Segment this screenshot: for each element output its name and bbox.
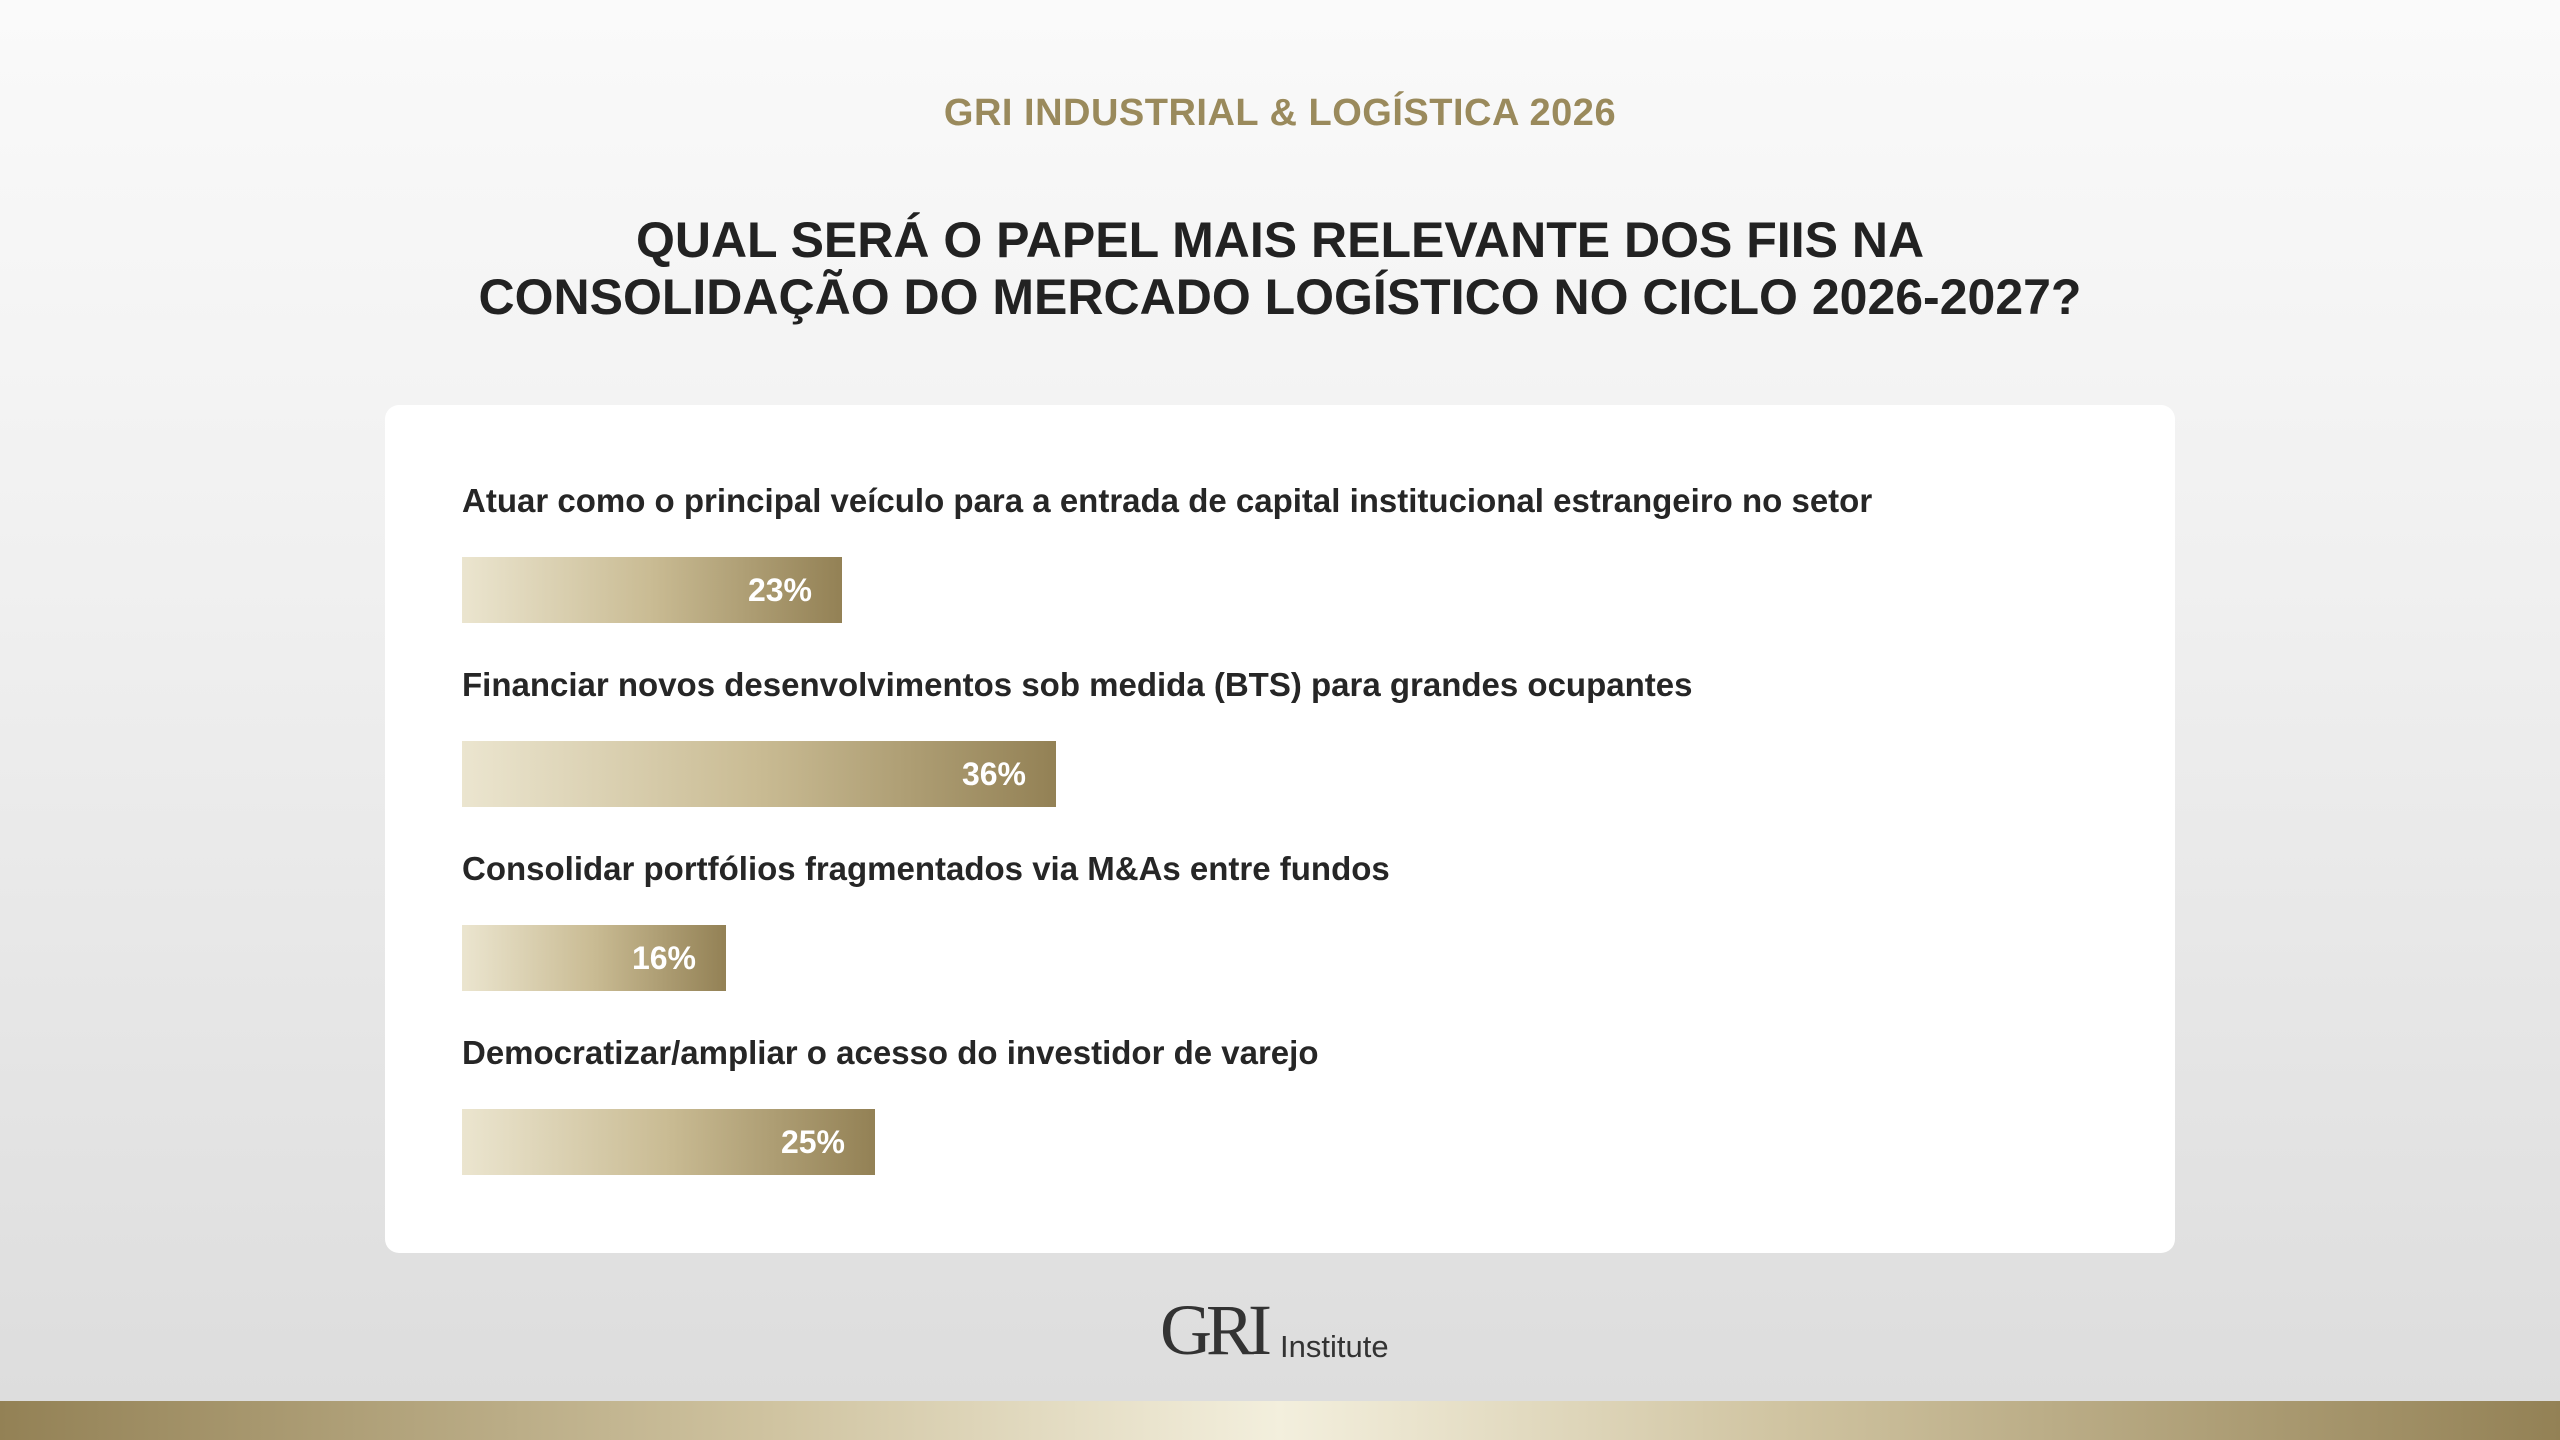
option-bar (462, 741, 1056, 807)
option-percentage: 36% (961, 755, 1026, 792)
survey-question (0, 212, 2560, 326)
option-percentage: 16% (631, 939, 696, 976)
option-bar (462, 557, 842, 623)
results-panel (385, 405, 2175, 1253)
gri-logo-subtitle: Institute (1280, 1329, 1389, 1364)
option-percentage: 23% (747, 571, 812, 608)
survey-question-line-1: QUAL SERÁ O PAPEL MAIS RELEVANTE DOS FIIS NA (635, 212, 1925, 268)
gri-logo-mark: GRI (1160, 1290, 1266, 1370)
option-label: Consolidar portfólios fragmentados via M&As entre fundos (462, 850, 1390, 887)
option-label: Democratizar/ampliar o acesso do investidor de varejo (462, 1034, 1319, 1071)
option-label: Financiar novos desenvolvimentos sob medida (BTS) para grandes ocupantes (462, 666, 1693, 703)
event-eyebrow: GRI INDUSTRIAL & LOGÍSTICA 2026 (943, 92, 1617, 134)
option-bar (462, 1109, 875, 1175)
option-percentage: 25% (780, 1123, 845, 1160)
option-label: Atuar como o principal veículo para a entrada de capital institucional estrangeiro no setor (462, 482, 1873, 519)
footer-gold-band (0, 1401, 2560, 1440)
gri-institute-logo (1160, 1290, 1389, 1370)
option-bar (462, 925, 726, 991)
survey-question-line-2: CONSOLIDAÇÃO DO MERCADO LOGÍSTICO NO CICLO 2026-2027? (478, 269, 2082, 325)
